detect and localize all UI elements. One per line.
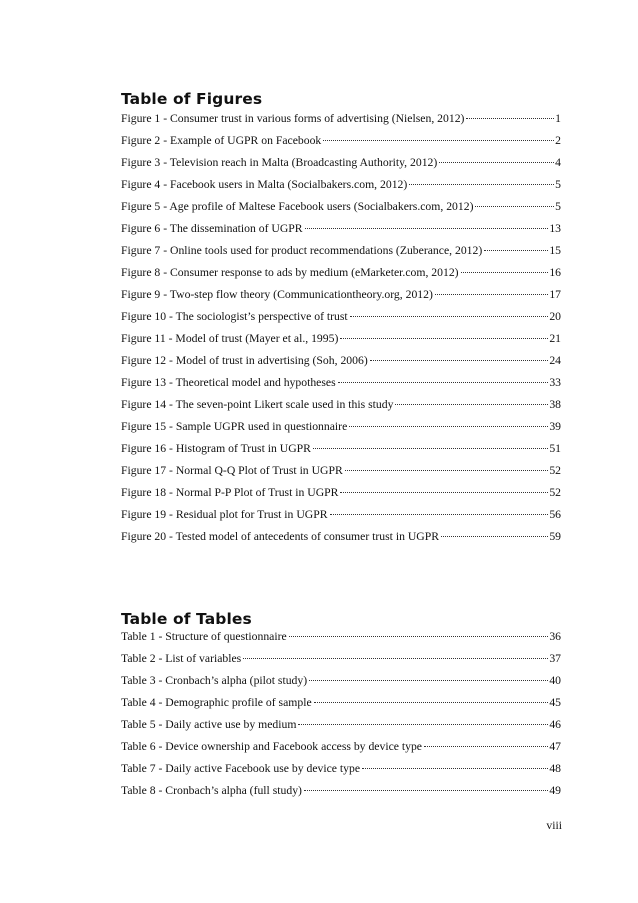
toc-entry-page-number: 1 [555,112,561,125]
toc-entry[interactable] [121,108,561,130]
toc-entry-page-number: 51 [549,442,561,455]
toc-entry-page-number: 45 [549,696,561,709]
toc-entry-page-number: 20 [549,310,561,323]
dot-leader [424,746,548,747]
toc-entry[interactable] [121,350,561,372]
toc-entry-label: Figure 16 - Histogram of Trust in UGPR [121,442,311,455]
toc-entry-label: Figure 9 - Two-step flow theory (Communicationtheory.org, 2012) [121,288,433,301]
toc-entry-label: Figure 2 - Example of UGPR on Facebook [121,134,322,147]
toc-entry-label: Table 2 - List of variables [121,652,242,665]
dot-leader [338,382,549,383]
dot-leader [313,448,548,449]
toc-entry-page-number: 38 [549,398,561,411]
toc-entry[interactable] [121,460,561,482]
toc-entry-page-number: 13 [549,222,561,235]
dot-leader [461,272,549,273]
toc-entry-page-number: 47 [549,740,561,753]
toc-entry[interactable] [121,306,561,328]
dot-leader [350,316,549,317]
toc-entry-page-number: 5 [555,178,561,191]
toc-entry-label: Figure 11 - Model of trust (Mayer et al., 1995) [121,332,339,345]
dot-leader [439,162,554,163]
dot-leader [305,228,549,229]
toc-entry-page-number: 5 [555,200,561,213]
dot-leader [304,790,548,791]
toc-entry-label: Figure 12 - Model of trust in advertising (Soh, 2006) [121,354,368,367]
toc-entry-label: Figure 3 - Television reach in Malta (Broadcasting Authority, 2012) [121,156,438,169]
toc-entry[interactable] [121,438,561,460]
dot-leader [395,404,548,405]
dot-leader [362,768,548,769]
dot-leader [309,680,548,681]
toc-entry-page-number: 33 [549,376,561,389]
toc-entry-page-number: 17 [549,288,561,301]
table-of-tables-list [121,626,561,802]
toc-entry-label: Figure 17 - Normal Q-Q Plot of Trust in UGPR [121,464,343,477]
toc-entry-page-number: 2 [555,134,561,147]
toc-entry-page-number: 15 [549,244,561,257]
toc-entry[interactable] [121,284,561,306]
toc-entry[interactable] [121,174,561,196]
toc-entry[interactable] [121,328,561,350]
toc-entry-label: Table 1 - Structure of questionnaire [121,630,287,643]
toc-entry[interactable] [121,196,561,218]
toc-entry-label: Figure 4 - Facebook users in Malta (Socialbakers.com, 2012) [121,178,408,191]
toc-entry[interactable] [121,130,561,152]
toc-entry-label: Figure 10 - The sociologist’s perspective of trust [121,310,348,323]
toc-entry-label: Figure 13 - Theoretical model and hypotheses [121,376,336,389]
toc-entry[interactable] [121,416,561,438]
dot-leader [314,702,549,703]
toc-entry-page-number: 16 [549,266,561,279]
dot-leader [243,658,548,659]
toc-entry-label: Figure 1 - Consumer trust in various forms of advertising (Nielsen, 2012) [121,112,465,125]
toc-entry-page-number: 24 [549,354,561,367]
toc-entry[interactable] [121,714,561,736]
toc-entry[interactable] [121,526,561,548]
toc-entry-label: Table 6 - Device ownership and Facebook access by device type [121,740,422,753]
toc-entry-label: Table 7 - Daily active Facebook use by device type [121,762,361,775]
toc-entry-label: Figure 18 - Normal P-P Plot of Trust in UGPR [121,486,339,499]
toc-entry-label: Figure 19 - Residual plot for Trust in UGPR [121,508,328,521]
toc-entry-page-number: 52 [549,486,561,499]
toc-entry-page-number: 59 [549,530,561,543]
dot-leader [340,492,548,493]
dot-leader [345,470,549,471]
toc-entry-label: Table 5 - Daily active use by medium [121,718,297,731]
table-of-figures-list [121,108,561,548]
toc-entry[interactable] [121,736,561,758]
table-of-tables-heading: Table of Tables [121,609,252,628]
dot-leader [340,338,548,339]
toc-entry[interactable] [121,504,561,526]
table-of-figures-heading: Table of Figures [121,89,263,108]
toc-entry[interactable] [121,626,561,648]
toc-entry[interactable] [121,372,561,394]
toc-entry-page-number: 39 [549,420,561,433]
toc-entry-page-number: 46 [549,718,561,731]
toc-entry[interactable] [121,262,561,284]
dot-leader [441,536,548,537]
toc-entry-page-number: 21 [549,332,561,345]
dot-leader [349,426,548,427]
dot-leader [484,250,548,251]
toc-entry-label: Figure 20 - Tested model of antecedents of consumer trust in UGPR [121,530,440,543]
toc-entry[interactable] [121,780,561,802]
toc-entry[interactable] [121,758,561,780]
toc-entry[interactable] [121,648,561,670]
toc-entry[interactable] [121,218,561,240]
toc-entry[interactable] [121,152,561,174]
toc-entry-label: Figure 7 - Online tools used for product recommendations (Zuberance, 2012) [121,244,483,257]
toc-entry-label: Figure 14 - The seven-point Likert scale used in this study [121,398,394,411]
toc-entry-label: Table 3 - Cronbach’s alpha (pilot study) [121,674,308,687]
toc-entry-label: Table 8 - Cronbach’s alpha (full study) [121,784,302,797]
dot-leader [475,206,554,207]
page-number: viii [546,819,562,832]
toc-entry-label: Figure 6 - The dissemination of UGPR [121,222,303,235]
dot-leader [323,140,554,141]
toc-entry-page-number: 49 [549,784,561,797]
toc-entry-label: Figure 8 - Consumer response to ads by medium (eMarketer.com, 2012) [121,266,459,279]
dot-leader [298,724,548,725]
toc-entry[interactable] [121,692,561,714]
dot-leader [409,184,554,185]
dot-leader [330,514,549,515]
toc-entry[interactable] [121,670,561,692]
toc-entry-page-number: 48 [549,762,561,775]
toc-entry-page-number: 52 [549,464,561,477]
toc-entry-page-number: 36 [549,630,561,643]
dot-leader [435,294,548,295]
toc-entry-label: Figure 15 - Sample UGPR used in questionnaire [121,420,348,433]
toc-entry[interactable] [121,482,561,504]
dot-leader [370,360,549,361]
toc-entry[interactable] [121,394,561,416]
dot-leader [289,636,549,637]
dot-leader [466,118,554,119]
toc-entry-page-number: 4 [555,156,561,169]
toc-entry-label: Table 4 - Demographic profile of sample [121,696,312,709]
toc-entry-label: Figure 5 - Age profile of Maltese Facebook users (Socialbakers.com, 2012) [121,200,474,213]
toc-entry-page-number: 40 [549,674,561,687]
toc-entry-page-number: 56 [549,508,561,521]
toc-entry[interactable] [121,240,561,262]
toc-entry-page-number: 37 [549,652,561,665]
